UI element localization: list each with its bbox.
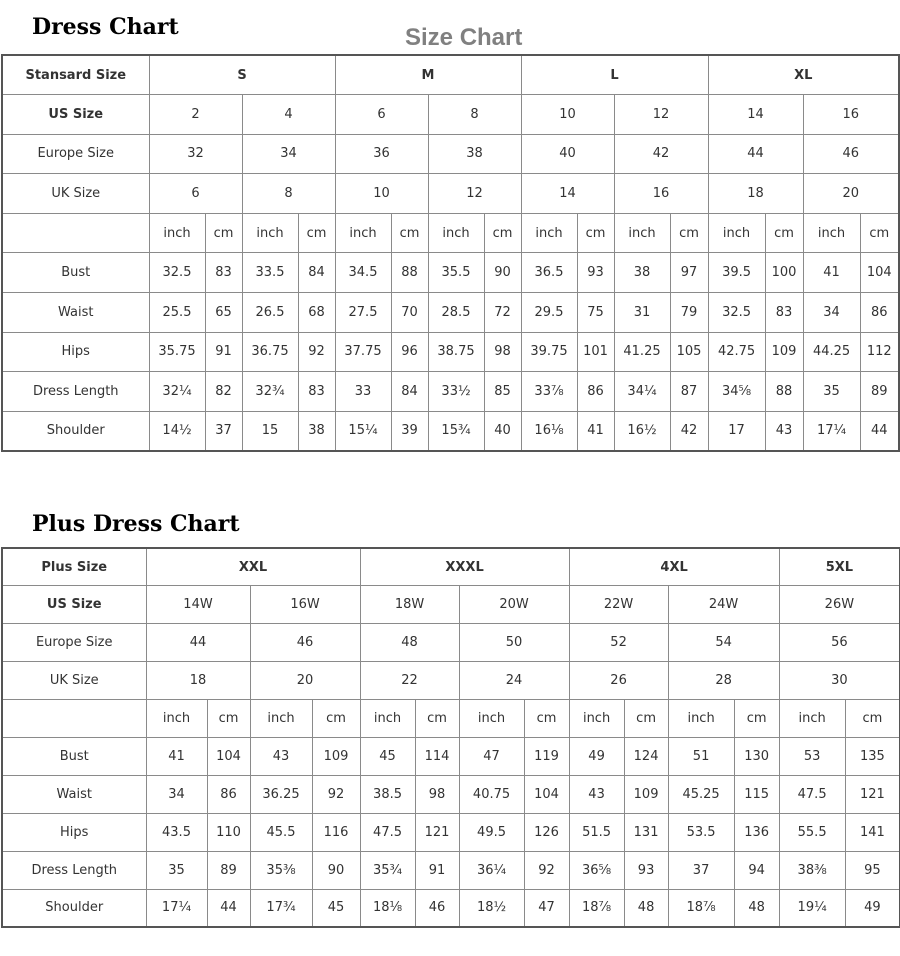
unit-cm-cell: cm	[845, 700, 900, 738]
measurement-value: 83	[205, 253, 242, 293]
uk-size-cell: 8	[242, 174, 335, 214]
row-header: UK Size	[2, 174, 149, 214]
unit-cm-cell: cm	[577, 213, 614, 253]
measurement-value: 89	[207, 851, 250, 889]
measurement-value: 92	[524, 851, 569, 889]
measurement-value: 88	[765, 372, 803, 412]
measurement-value: 15¼	[335, 411, 391, 451]
measurement-value: 33.5	[242, 253, 298, 293]
size-header: 5XL	[779, 548, 900, 586]
measurement-value: 116	[312, 813, 360, 851]
us-size-row	[2, 586, 900, 624]
uk-size-cell: 6	[149, 174, 242, 214]
measurement-value: 32¾	[242, 372, 298, 412]
unit-cm-cell: cm	[670, 213, 708, 253]
us-size-cell: 14	[708, 95, 803, 135]
europe-size-cell: 56	[779, 624, 900, 662]
measurement-value: 87	[670, 372, 708, 412]
uk-size-cell: 28	[668, 662, 779, 700]
measurement-value: 32.5	[708, 293, 765, 333]
measurement-value: 38	[614, 253, 670, 293]
measurement-value: 86	[860, 293, 899, 333]
measurement-row	[2, 372, 899, 412]
unit-cm-cell: cm	[298, 213, 335, 253]
row-header: US Size	[2, 95, 149, 135]
us-size-cell: 10	[521, 95, 614, 135]
measurement-value: 40	[484, 411, 521, 451]
unit-cm-cell: cm	[312, 700, 360, 738]
measurement-value: 53.5	[668, 813, 734, 851]
unit-cm-cell: cm	[415, 700, 459, 738]
unit-cm-cell: cm	[524, 700, 569, 738]
measurement-value: 89	[860, 372, 899, 412]
europe-size-cell: 44	[708, 134, 803, 174]
measurement-value: 17	[708, 411, 765, 451]
dress-chart-title: Dress Chart	[32, 14, 179, 40]
measurement-value: 85	[484, 372, 521, 412]
row-header: US Size	[2, 586, 146, 624]
measurement-value: 88	[391, 253, 428, 293]
europe-size-cell: 40	[521, 134, 614, 174]
europe-size-cell: 54	[668, 624, 779, 662]
measurement-value: 36.25	[250, 775, 312, 813]
measurement-label: Bust	[2, 253, 149, 293]
measurement-value: 104	[524, 775, 569, 813]
measurement-value: 41	[146, 737, 207, 775]
unit-inch-cell: inch	[146, 700, 207, 738]
measurement-label: Hips	[2, 332, 149, 372]
measurement-value: 75	[577, 293, 614, 333]
measurement-value: 29.5	[521, 293, 577, 333]
size-header: XXL	[146, 548, 360, 586]
measurement-value: 16⅛	[521, 411, 577, 451]
measurement-value: 39	[391, 411, 428, 451]
us-size-cell: 16W	[250, 586, 360, 624]
measurement-value: 27.5	[335, 293, 391, 333]
measurement-value: 86	[207, 775, 250, 813]
unit-cm-cell: cm	[860, 213, 899, 253]
measurement-value: 18⅛	[360, 889, 415, 927]
measurement-value: 90	[484, 253, 521, 293]
measurement-value: 49	[845, 889, 900, 927]
measurement-label: Hips	[2, 813, 146, 851]
unit-cm-cell: cm	[734, 700, 779, 738]
measurement-value: 25.5	[149, 293, 205, 333]
unit-inch-cell: inch	[459, 700, 524, 738]
measurement-value: 65	[205, 293, 242, 333]
uk-size-cell: 22	[360, 662, 459, 700]
size-header: XXXL	[360, 548, 569, 586]
measurement-value: 86	[577, 372, 614, 412]
unit-inch-cell: inch	[803, 213, 860, 253]
unit-cm-cell: cm	[484, 213, 521, 253]
measurement-value: 17¼	[803, 411, 860, 451]
measurement-value: 92	[298, 332, 335, 372]
measurement-label: Dress Length	[2, 372, 149, 412]
measurement-value: 44	[860, 411, 899, 451]
measurement-value: 114	[415, 737, 459, 775]
measurement-value: 37.75	[335, 332, 391, 372]
measurement-value: 49.5	[459, 813, 524, 851]
measurement-value: 16½	[614, 411, 670, 451]
measurement-value: 31	[614, 293, 670, 333]
us-size-cell: 18W	[360, 586, 459, 624]
unit-cm-cell: cm	[205, 213, 242, 253]
europe-size-cell: 34	[242, 134, 335, 174]
measurement-value: 35	[803, 372, 860, 412]
unit-row	[2, 700, 900, 738]
measurement-value: 42.75	[708, 332, 765, 372]
measurement-value: 109	[624, 775, 668, 813]
row-header: Stansard Size	[2, 55, 149, 95]
europe-size-cell: 46	[803, 134, 899, 174]
uk-size-row	[2, 662, 900, 700]
size-header: XL	[708, 55, 899, 95]
measurement-row	[2, 332, 899, 372]
measurement-value: 100	[765, 253, 803, 293]
measurement-value: 105	[670, 332, 708, 372]
unit-cm-cell: cm	[391, 213, 428, 253]
measurement-value: 38	[298, 411, 335, 451]
europe-size-cell: 52	[569, 624, 668, 662]
measurement-value: 38⅜	[779, 851, 845, 889]
measurement-value: 45.5	[250, 813, 312, 851]
uk-size-cell: 16	[614, 174, 708, 214]
measurement-value: 110	[207, 813, 250, 851]
measurement-value: 48	[734, 889, 779, 927]
measurement-value: 37	[205, 411, 242, 451]
measurement-value: 83	[298, 372, 335, 412]
us-size-cell: 2	[149, 95, 242, 135]
measurement-value: 18⅞	[569, 889, 624, 927]
unit-inch-cell: inch	[149, 213, 205, 253]
measurement-value: 18⅞	[668, 889, 734, 927]
measurement-value: 135	[845, 737, 900, 775]
europe-size-cell: 32	[149, 134, 242, 174]
unit-inch-cell: inch	[242, 213, 298, 253]
measurement-value: 82	[205, 372, 242, 412]
size-chart-subtitle: Size Chart	[405, 24, 523, 51]
measurement-value: 121	[415, 813, 459, 851]
unit-cm-cell: cm	[624, 700, 668, 738]
measurement-label: Shoulder	[2, 411, 149, 451]
unit-inch-cell: inch	[521, 213, 577, 253]
measurement-value: 47.5	[779, 775, 845, 813]
unit-inch-cell: inch	[360, 700, 415, 738]
measurement-row	[2, 253, 899, 293]
measurement-value: 35.5	[428, 253, 484, 293]
measurement-value: 98	[415, 775, 459, 813]
us-size-cell: 26W	[779, 586, 900, 624]
measurement-value: 35	[146, 851, 207, 889]
uk-size-cell: 12	[428, 174, 521, 214]
measurement-value: 95	[845, 851, 900, 889]
measurement-value: 130	[734, 737, 779, 775]
measurement-row	[2, 851, 900, 889]
unit-inch-cell: inch	[250, 700, 312, 738]
unit-inch-cell: inch	[779, 700, 845, 738]
measurement-label: Bust	[2, 737, 146, 775]
measurement-value: 34⅝	[708, 372, 765, 412]
measurement-value: 53	[779, 737, 845, 775]
measurement-value: 47.5	[360, 813, 415, 851]
measurement-value: 70	[391, 293, 428, 333]
measurement-value: 93	[624, 851, 668, 889]
measurement-value: 72	[484, 293, 521, 333]
measurement-value: 15¾	[428, 411, 484, 451]
measurement-value: 51.5	[569, 813, 624, 851]
europe-size-cell: 38	[428, 134, 521, 174]
measurement-value: 94	[734, 851, 779, 889]
measurement-value: 68	[298, 293, 335, 333]
measurement-row	[2, 889, 900, 927]
measurement-value: 51	[668, 737, 734, 775]
us-size-cell: 16	[803, 95, 899, 135]
measurement-value: 32¼	[149, 372, 205, 412]
plus-dress-chart-title: Plus Dress Chart	[32, 511, 240, 537]
empty-cell	[2, 213, 149, 253]
us-size-cell: 6	[335, 95, 428, 135]
empty-cell	[2, 700, 146, 738]
measurement-value: 34	[146, 775, 207, 813]
row-header: Plus Size	[2, 548, 146, 586]
unit-inch-cell: inch	[614, 213, 670, 253]
measurement-value: 38.75	[428, 332, 484, 372]
measurement-value: 92	[312, 775, 360, 813]
measurement-value: 79	[670, 293, 708, 333]
us-size-cell: 20W	[459, 586, 569, 624]
measurement-value: 83	[765, 293, 803, 333]
uk-size-cell: 14	[521, 174, 614, 214]
measurement-label: Waist	[2, 293, 149, 333]
measurement-value: 44	[207, 889, 250, 927]
measurement-value: 17¾	[250, 889, 312, 927]
measurement-value: 126	[524, 813, 569, 851]
measurement-value: 32.5	[149, 253, 205, 293]
size-header: 4XL	[569, 548, 779, 586]
measurement-value: 43	[569, 775, 624, 813]
measurement-value: 17¼	[146, 889, 207, 927]
measurement-value: 109	[765, 332, 803, 372]
measurement-row	[2, 293, 899, 333]
europe-size-cell: 50	[459, 624, 569, 662]
measurement-value: 47	[459, 737, 524, 775]
size-header: L	[521, 55, 708, 95]
measurement-value: 101	[577, 332, 614, 372]
measurement-value: 36¼	[459, 851, 524, 889]
europe-size-cell: 48	[360, 624, 459, 662]
measurement-value: 36⅝	[569, 851, 624, 889]
uk-size-row	[2, 174, 899, 214]
unit-cm-cell: cm	[207, 700, 250, 738]
europe-size-row	[2, 624, 900, 662]
us-size-cell: 14W	[146, 586, 250, 624]
uk-size-cell: 26	[569, 662, 668, 700]
measurement-value: 121	[845, 775, 900, 813]
measurement-value: 39.5	[708, 253, 765, 293]
measurement-value: 45.25	[668, 775, 734, 813]
us-size-cell: 24W	[668, 586, 779, 624]
measurement-row	[2, 737, 900, 775]
measurement-row	[2, 813, 900, 851]
measurement-label: Shoulder	[2, 889, 146, 927]
measurement-value: 96	[391, 332, 428, 372]
europe-size-cell: 44	[146, 624, 250, 662]
uk-size-cell: 30	[779, 662, 900, 700]
uk-size-cell: 10	[335, 174, 428, 214]
measurement-value: 33	[335, 372, 391, 412]
uk-size-cell: 18	[708, 174, 803, 214]
measurement-value: 47	[524, 889, 569, 927]
measurement-value: 115	[734, 775, 779, 813]
measurement-row	[2, 411, 899, 451]
measurement-value: 93	[577, 253, 614, 293]
measurement-value: 33½	[428, 372, 484, 412]
measurement-value: 109	[312, 737, 360, 775]
measurement-value: 119	[524, 737, 569, 775]
measurement-value: 43.5	[146, 813, 207, 851]
uk-size-cell: 24	[459, 662, 569, 700]
unit-inch-cell: inch	[668, 700, 734, 738]
measurement-value: 35⅜	[250, 851, 312, 889]
measurement-label: Dress Length	[2, 851, 146, 889]
measurement-value: 141	[845, 813, 900, 851]
size-header: M	[335, 55, 521, 95]
measurement-value: 84	[298, 253, 335, 293]
size-row	[2, 548, 900, 586]
measurement-value: 37	[668, 851, 734, 889]
plus-size-table	[1, 547, 900, 928]
measurement-value: 42	[670, 411, 708, 451]
measurement-value: 14½	[149, 411, 205, 451]
us-size-cell: 4	[242, 95, 335, 135]
europe-size-row	[2, 134, 899, 174]
row-header: Europe Size	[2, 134, 149, 174]
uk-size-cell: 20	[250, 662, 360, 700]
measurement-value: 45	[312, 889, 360, 927]
dress-size-table	[1, 54, 900, 452]
measurement-value: 33⅞	[521, 372, 577, 412]
measurement-value: 18½	[459, 889, 524, 927]
measurement-value: 104	[860, 253, 899, 293]
measurement-value: 44.25	[803, 332, 860, 372]
us-size-cell: 8	[428, 95, 521, 135]
us-size-cell: 22W	[569, 586, 668, 624]
measurement-value: 104	[207, 737, 250, 775]
measurement-value: 55.5	[779, 813, 845, 851]
measurement-value: 136	[734, 813, 779, 851]
size-row	[2, 55, 899, 95]
measurement-value: 35¾	[360, 851, 415, 889]
measurement-value: 28.5	[428, 293, 484, 333]
row-header: Europe Size	[2, 624, 146, 662]
measurement-value: 98	[484, 332, 521, 372]
uk-size-cell: 18	[146, 662, 250, 700]
measurement-value: 26.5	[242, 293, 298, 333]
measurement-value: 49	[569, 737, 624, 775]
unit-row	[2, 213, 899, 253]
measurement-value: 36.75	[242, 332, 298, 372]
row-header: UK Size	[2, 662, 146, 700]
measurement-value: 112	[860, 332, 899, 372]
measurement-value: 34.5	[335, 253, 391, 293]
measurement-value: 35.75	[149, 332, 205, 372]
measurement-value: 131	[624, 813, 668, 851]
measurement-value: 34¼	[614, 372, 670, 412]
measurement-value: 46	[415, 889, 459, 927]
measurement-value: 15	[242, 411, 298, 451]
measurement-value: 41	[577, 411, 614, 451]
measurement-value: 43	[765, 411, 803, 451]
measurement-value: 124	[624, 737, 668, 775]
measurement-value: 39.75	[521, 332, 577, 372]
size-header: S	[149, 55, 335, 95]
measurement-value: 97	[670, 253, 708, 293]
measurement-row	[2, 775, 900, 813]
unit-inch-cell: inch	[335, 213, 391, 253]
measurement-value: 34	[803, 293, 860, 333]
unit-inch-cell: inch	[708, 213, 765, 253]
measurement-value: 19¼	[779, 889, 845, 927]
europe-size-cell: 46	[250, 624, 360, 662]
measurement-value: 40.75	[459, 775, 524, 813]
measurement-label: Waist	[2, 775, 146, 813]
measurement-value: 36.5	[521, 253, 577, 293]
measurement-value: 41.25	[614, 332, 670, 372]
measurement-value: 91	[205, 332, 242, 372]
measurement-value: 45	[360, 737, 415, 775]
unit-inch-cell: inch	[428, 213, 484, 253]
us-size-cell: 12	[614, 95, 708, 135]
measurement-value: 38.5	[360, 775, 415, 813]
unit-cm-cell: cm	[765, 213, 803, 253]
europe-size-cell: 36	[335, 134, 428, 174]
measurement-value: 91	[415, 851, 459, 889]
unit-inch-cell: inch	[569, 700, 624, 738]
measurement-value: 41	[803, 253, 860, 293]
europe-size-cell: 42	[614, 134, 708, 174]
measurement-value: 48	[624, 889, 668, 927]
uk-size-cell: 20	[803, 174, 899, 214]
measurement-value: 84	[391, 372, 428, 412]
measurement-value: 43	[250, 737, 312, 775]
measurement-value: 90	[312, 851, 360, 889]
us-size-row	[2, 95, 899, 135]
